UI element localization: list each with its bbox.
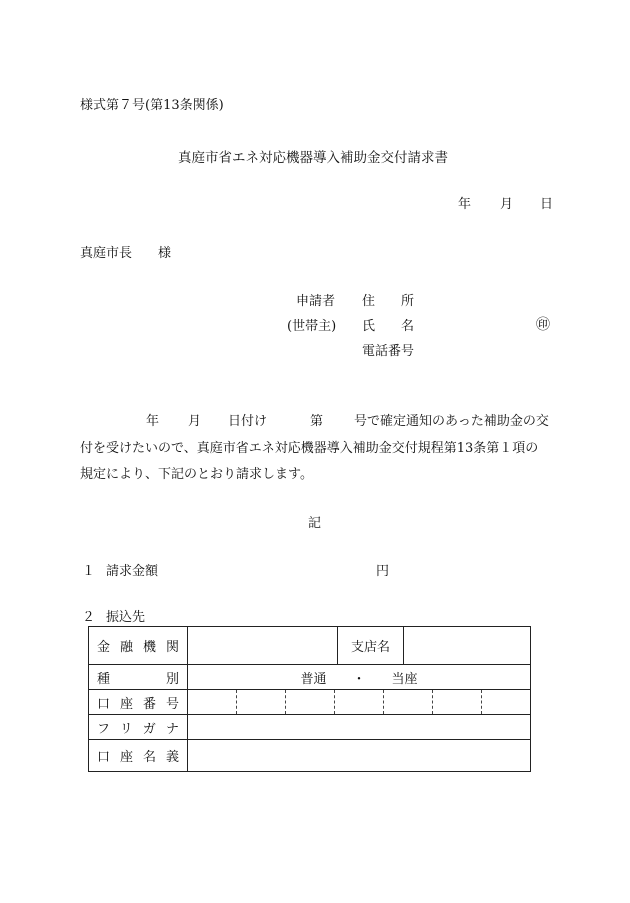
table-row (89, 715, 531, 740)
body-line3: 規定により、下記のとおり請求します。 (80, 467, 313, 482)
item2-label: 振込先 (106, 610, 146, 625)
account-name-label: 口座名義 (97, 750, 179, 765)
form-number: 様式第７号(第13条関係) (80, 98, 224, 113)
bank-label: 金融機関 (97, 640, 179, 655)
furigana-label-cell (89, 715, 188, 740)
item1-unit: 円 (376, 564, 390, 579)
account-number-label-cell (89, 690, 188, 715)
phone-label: 電話番号 (362, 344, 415, 359)
type-label: 種別 (97, 671, 179, 687)
digit-cell[interactable] (384, 690, 433, 714)
digit-cell[interactable] (335, 690, 384, 714)
branch-label: 支店名 (350, 640, 390, 655)
table-row (89, 627, 531, 665)
digit-cell[interactable] (482, 690, 530, 714)
account-name-label-cell (89, 740, 188, 772)
name-label: 氏 名 (362, 319, 415, 334)
body-line1-date: 日付け (228, 414, 268, 429)
address-label: 住 所 (362, 294, 415, 309)
table-row (89, 665, 531, 690)
applicant-label: 申請者 (296, 294, 336, 309)
type-value: 普通 ・ 当座 (300, 671, 418, 687)
document-title: 真庭市省エネ対応機器導入補助金交付請求書 (178, 150, 448, 166)
date-day: 日 (540, 197, 554, 212)
type-label-cell (89, 665, 188, 690)
account-number-label: 口座番号 (97, 696, 179, 712)
account-number-cells[interactable] (188, 690, 531, 715)
branch-input-cell[interactable] (404, 627, 531, 665)
householder-label: (世帯主) (287, 319, 337, 334)
type-value-cell[interactable] (188, 665, 531, 690)
bank-label-cell (89, 627, 188, 665)
date-year: 年 (458, 197, 472, 212)
item2-number: ２ (82, 610, 96, 625)
body-line1-year: 年 (146, 414, 160, 429)
body-line2: 付を受けたいので、真庭市省エネ対応機器導入補助金交付規程第13条第１項の (80, 441, 539, 456)
account-name-input-cell[interactable] (188, 740, 531, 772)
seal-mark: ㊞ (536, 317, 550, 333)
body-line1-dai: 第 (310, 414, 324, 429)
ki-heading: 記 (308, 516, 322, 531)
item1-label: 請求金額 (106, 564, 159, 579)
date-month: 月 (500, 197, 514, 212)
branch-label-cell (338, 627, 404, 665)
body-line1-rest: 号で確定通知のあった補助金の交 (354, 414, 549, 429)
digit-cell[interactable] (237, 690, 286, 714)
digit-cell[interactable] (188, 690, 237, 714)
bank-input-cell[interactable] (188, 627, 338, 665)
digit-cell[interactable] (286, 690, 335, 714)
furigana-label: フリガナ (97, 721, 179, 737)
addressee: 真庭市長 様 (80, 246, 172, 261)
digit-cell[interactable] (433, 690, 482, 714)
furigana-input-cell[interactable] (188, 715, 531, 740)
table-row (89, 690, 531, 715)
table-row (89, 740, 531, 772)
body-line1-month: 月 (188, 414, 202, 429)
bank-transfer-table (88, 626, 531, 772)
item1-number: １ (82, 564, 96, 579)
